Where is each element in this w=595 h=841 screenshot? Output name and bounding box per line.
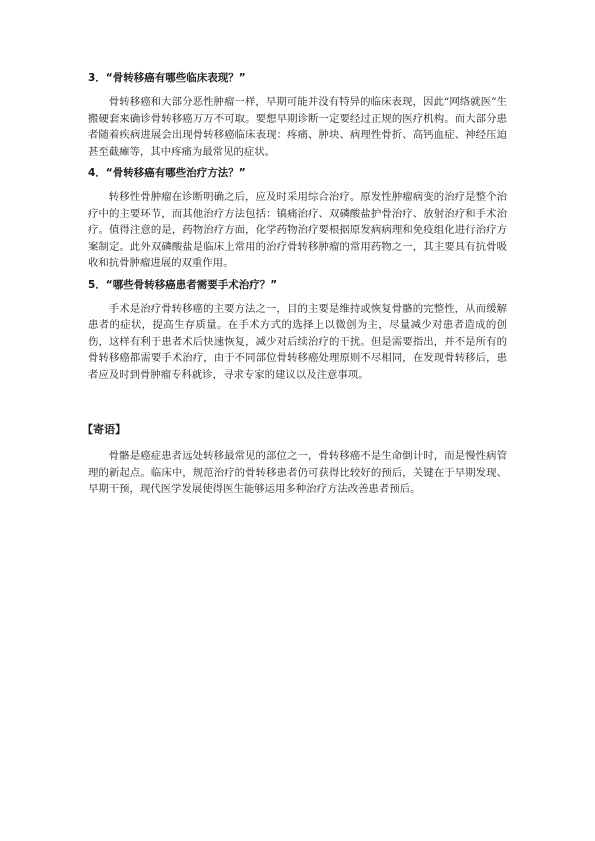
- section-heading: 3．“骨转移癌有哪些临床表现？”: [88, 72, 246, 84]
- section-heading: 4．“骨转移癌有哪些治疗方法？”: [88, 167, 246, 179]
- section-heading: 5．“哪些骨转移癌患者需要手术治疗？”: [88, 278, 278, 291]
- closing-message: [82, 422, 507, 498]
- section-treatment-methods: [88, 165, 507, 272]
- section-paragraph: 手术是治疗骨转移癌的主要方法之一，目的主要是维持或恢复骨骼的完整性，从而缓解患者的症状，提高生存质量。在手术方式的选择上以微创为主，尽量减少对患者造成的创伤，这样有利于患者术后快速恢复，减少对后续治疗的干扰。但是需要指出，并不是所有的骨转移癌都需要手术治疗，由于不同部位骨转移癌处理原则不尽相同，在发现骨转移后，患者应及时到骨肿瘤专科就诊，寻求专家的建议以及注意事项。: [88, 302, 507, 381]
- section-surgery-candidates: [88, 277, 507, 384]
- section-clinical-manifestations: [88, 70, 507, 160]
- section-paragraph: 转移性骨肿瘤在诊断明确之后，应及时采用综合治疗。原发性肿瘤病变的治疗是整个治疗中的主要环节，而其他治疗方法包括：镇痛治疗、双磷酸盐护骨治疗、放射治疗和手术治疗。值得注意的是，药物治疗方面，化学药物治疗要根据原发病病理和免疫组化进行治疗方案制定。此外双磷酸盐是临床上常用的治疗骨转移肿瘤的常用药物之一，其主要具有抗骨吸收和抗骨肿瘤进展的双重作用。: [88, 191, 507, 269]
- closing-title: 【寄语】: [82, 423, 126, 436]
- section-paragraph: 骨转移癌和大部分恶性肿瘤一样，早期可能并没有特异的临床表现，因此“网络就医”生搬硬套来确诊骨转移癌万万不可取。要想早期诊断一定要经过正规的医疗机构。而大部分患者随着疾病进展会出现骨转移癌临床表现：疼痛、肿块、病理性骨折、高钙血症、神经压迫甚至截瘫等，其中疼痛为最常见的症状。: [88, 96, 507, 158]
- section-spacer: [88, 388, 507, 422]
- closing-paragraph: 骨骼是癌症患者远处转移最常见的部位之一，骨转移癌不是生命倒计时，而是慢性病管理的新起点。临床中，规范治疗的骨转移患者仍可获得比较好的预后，关键在于早期发现、早期干预，现代医学发展使得医生能够运用多种治疗方法改善患者预后。: [88, 450, 507, 495]
